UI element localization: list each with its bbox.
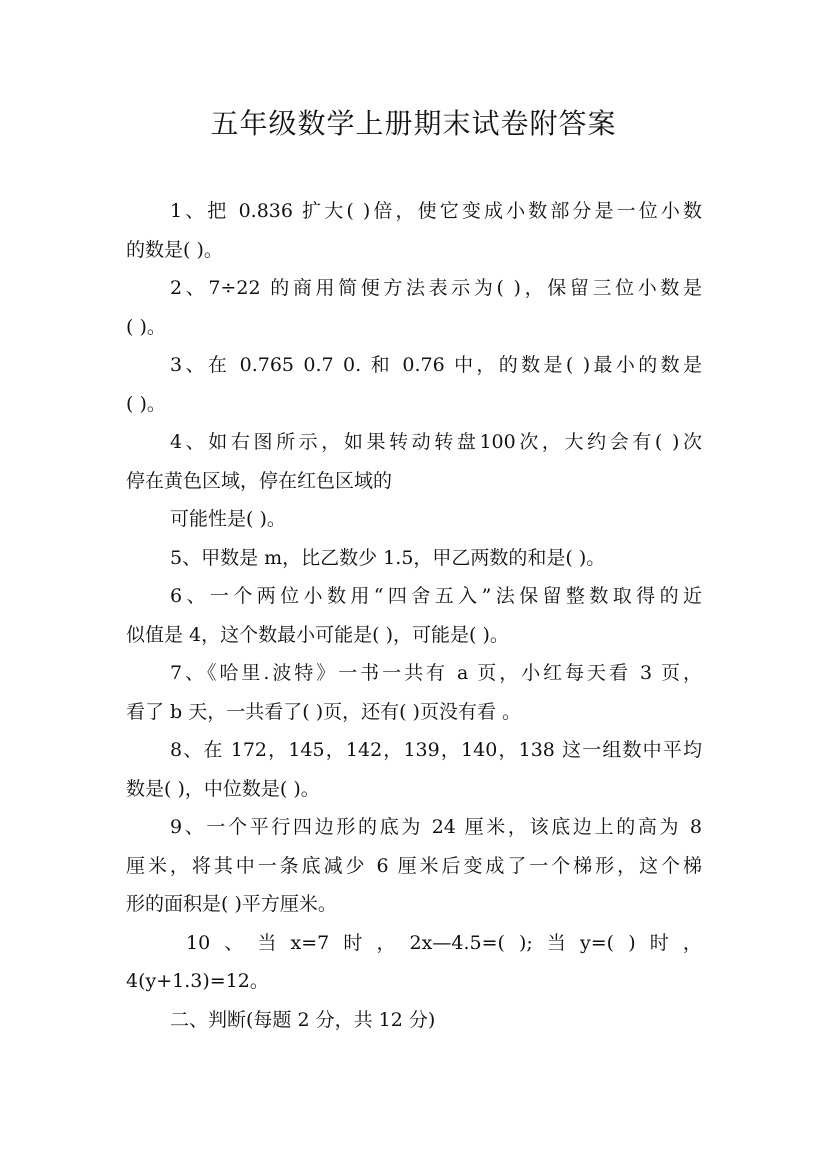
question-6-line-2: 似值是 4，这个数最小可能是( )，可能是( )。 <box>126 623 509 646</box>
q10-token: 时 <box>649 931 669 954</box>
question-8-line-2: 数是( )，中位数是( )。 <box>126 777 320 800</box>
q10-token: y=( <box>580 931 615 954</box>
question-9-line-1: 9、一个平行四边形的底为 24 厘米，该底边上的高为 8 <box>170 816 702 838</box>
question-2-line-2: ( )。 <box>126 315 166 338</box>
question-10-line-1 <box>126 924 702 963</box>
document-title: 五年级数学上册期末试卷附答案 <box>210 107 617 140</box>
q10-token: 时 <box>343 931 363 954</box>
document-body <box>126 192 702 1039</box>
section-2-heading: 二、判断(每题 2 分，共 12 分) <box>170 1008 436 1031</box>
question-9-line-3: 形的面积是( )平方厘米。 <box>126 893 337 915</box>
q10-token: 当 <box>257 931 277 954</box>
question-1-line-2: 的数是( )。 <box>126 238 223 261</box>
q10-token: ) <box>628 931 636 954</box>
q10-token: ); <box>519 931 533 954</box>
question-4-line-3: 可能性是( )。 <box>170 508 286 530</box>
question-8-line-1: 8、在 172，145，142，139，140，138 这一组数中平均 <box>170 739 702 761</box>
q10-token: ， <box>376 931 396 954</box>
q10-token: ， <box>682 931 702 954</box>
q10-token: 2x—4.5=( <box>409 931 505 954</box>
question-1-line-1: 1、把 0.836 扩大( )倍，使它变成小数部分是一位小数 <box>170 200 702 222</box>
question-3-line-2: ( )。 <box>126 392 166 415</box>
question-10-line-2: 4(y+1.3)=12。 <box>126 970 269 992</box>
question-7-line-2: 看了 b 天，一共看了( )页，还有( )页没有看 。 <box>126 700 522 723</box>
question-9-line-2: 厘米，将其中一条底减少 6 厘米后变成了一个梯形，这个梯 <box>126 854 702 877</box>
q10-token: 10 <box>186 931 211 954</box>
question-6-line-1: 6、一个两位小数用“四舍五入”法保留整数取得的近 <box>170 585 702 607</box>
question-5-line-1: 5、甲数是 m，比乙数少 1.5，甲乙两数的和是( )。 <box>170 546 606 569</box>
q10-token: x=7 <box>290 931 330 954</box>
question-3-line-1: 3、在 0.765 0.7 0. 和 0.76 中，的数是( )最小的数是 <box>170 354 702 376</box>
q10-token: 当 <box>546 931 566 954</box>
question-7-line-1: 7、《哈里.波特》一书一共有 a 页，小红每天看 3 页， <box>170 662 702 684</box>
question-4-line-2: 停在黄色区域，停在红色区域的 <box>126 469 393 492</box>
question-2-line-1: 2、7÷22 的商用简便方法表示为( )，保留三位小数是 <box>170 277 702 299</box>
q10-token: 、 <box>224 931 244 954</box>
question-4-line-1: 4、如右图所示，如果转动转盘100次，大约会有( )次 <box>170 431 702 453</box>
